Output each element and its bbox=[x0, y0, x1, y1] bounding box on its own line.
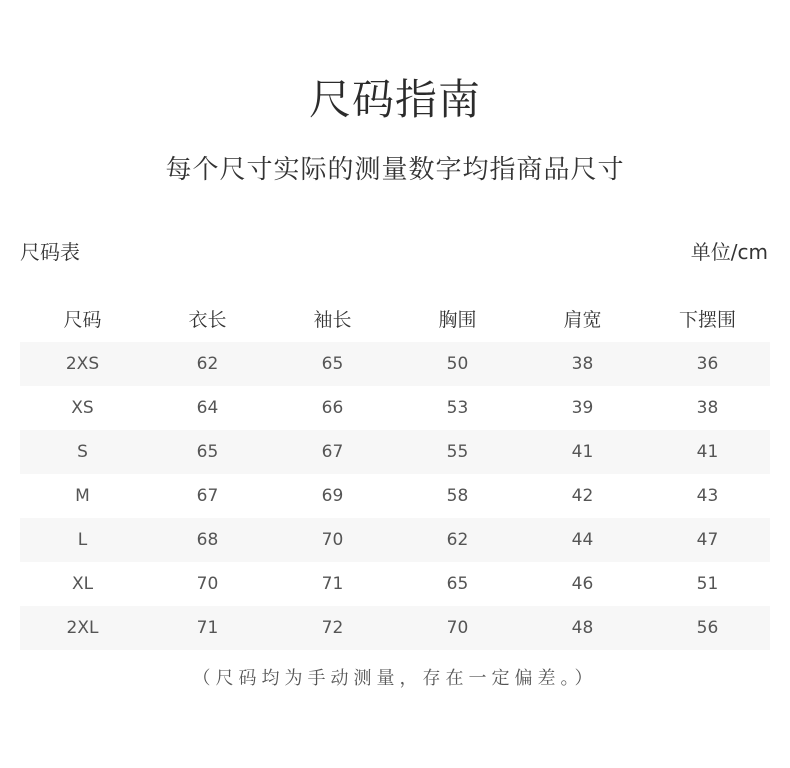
size-table-label: 尺码表 bbox=[20, 240, 80, 264]
cell-chest: 62 bbox=[446, 530, 469, 550]
header-hem: 下摆围 bbox=[678, 308, 736, 331]
header-chest: 胸围 bbox=[438, 308, 477, 331]
cell-shoulder: 42 bbox=[571, 486, 594, 506]
cell-chest: 58 bbox=[446, 486, 469, 506]
table-row bbox=[20, 562, 770, 606]
cell-shoulder: 44 bbox=[571, 530, 594, 550]
cell-shoulder: 38 bbox=[571, 354, 594, 374]
cell-hem: 43 bbox=[696, 486, 719, 506]
cell-sleeve: 72 bbox=[321, 618, 344, 638]
cell-size: M bbox=[75, 486, 90, 506]
cell-hem: 36 bbox=[696, 354, 719, 374]
cell-size: XL bbox=[71, 574, 94, 594]
cell-shoulder: 48 bbox=[571, 618, 594, 638]
page-subtitle: 每个尺寸实际的测量数字均指商品尺寸 bbox=[165, 155, 625, 185]
table-row bbox=[20, 518, 770, 562]
cell-size: L bbox=[77, 530, 88, 550]
cell-sleeve: 71 bbox=[321, 574, 344, 594]
cell-size: S bbox=[77, 442, 88, 462]
cell-length: 62 bbox=[196, 354, 219, 374]
header-sleeve: 袖长 bbox=[313, 308, 352, 331]
cell-length: 67 bbox=[196, 486, 219, 506]
cell-length: 64 bbox=[196, 398, 219, 418]
header-length: 衣长 bbox=[188, 308, 227, 331]
page-title: 尺码指南 bbox=[308, 75, 481, 124]
cell-chest: 65 bbox=[446, 574, 469, 594]
cell-sleeve: 67 bbox=[321, 442, 344, 462]
cell-sleeve: 69 bbox=[321, 486, 344, 506]
cell-size: 2XS bbox=[65, 354, 100, 374]
cell-shoulder: 41 bbox=[571, 442, 594, 462]
cell-hem: 47 bbox=[696, 530, 719, 550]
cell-sleeve: 66 bbox=[321, 398, 344, 418]
cell-sleeve: 70 bbox=[321, 530, 344, 550]
cell-hem: 38 bbox=[696, 398, 719, 418]
cell-size: 2XL bbox=[66, 618, 99, 638]
cell-length: 70 bbox=[196, 574, 219, 594]
cell-chest: 50 bbox=[446, 354, 469, 374]
cell-length: 65 bbox=[196, 442, 219, 462]
table-row bbox=[20, 474, 770, 518]
table-row bbox=[20, 430, 770, 474]
measurement-note: （尺码均为手动测量，存在一定偏差。） bbox=[192, 668, 598, 689]
table-header-row bbox=[20, 294, 770, 342]
cell-size: XS bbox=[71, 398, 94, 418]
table-row bbox=[20, 386, 770, 430]
cell-hem: 56 bbox=[696, 618, 719, 638]
table-row bbox=[20, 606, 770, 650]
cell-chest: 55 bbox=[446, 442, 469, 462]
unit-label: 单位/cm bbox=[690, 240, 768, 264]
cell-length: 68 bbox=[196, 530, 219, 550]
cell-sleeve: 65 bbox=[321, 354, 344, 374]
cell-hem: 41 bbox=[696, 442, 719, 462]
cell-shoulder: 46 bbox=[571, 574, 594, 594]
table-row bbox=[20, 342, 770, 386]
cell-length: 71 bbox=[196, 618, 219, 638]
cell-chest: 53 bbox=[446, 398, 469, 418]
header-shoulder: 肩宽 bbox=[563, 308, 602, 331]
size-table bbox=[20, 294, 770, 650]
header-size: 尺码 bbox=[63, 308, 102, 331]
cell-shoulder: 39 bbox=[571, 398, 594, 418]
cell-hem: 51 bbox=[696, 574, 719, 594]
cell-chest: 70 bbox=[446, 618, 469, 638]
